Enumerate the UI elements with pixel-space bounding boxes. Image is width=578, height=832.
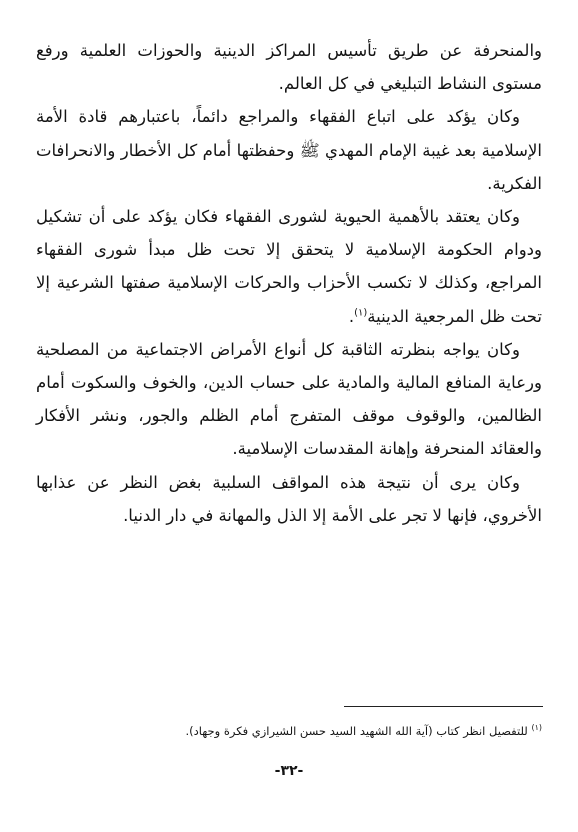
footnote-reference: (١) (354, 307, 368, 319)
footnote-mark: (١) (531, 723, 542, 733)
paragraph-2-text: وكان يؤكد على اتباع الفقهاء والمراجع دائماً، باعتبارهم قادة الأمة الإسلامية بعد غيبة الإمام المهدي ﷺ وحفظتها أمام كل الأخطار والانحرافات الفكرية. (36, 107, 542, 193)
footnote (42, 722, 542, 740)
paragraph-3-text: وكان يعتقد بالأهمية الحيوية لشورى الفقهاء فكان يؤكد على أن تشكيل ودوام الحكومة الإسلامية لا يتحقق إلا تحت ظل مبدأ شورى الفقهاء المراجع، وكذلك لا تكسب الأحزاب والحركات الإسلامية صفتها الشرعية إلا تحت ظل المرجعية الدينية (36, 207, 542, 326)
paragraph-5-text: وكان يرى أن نتيجة هذه المواقف السلبية بغض النظر عن عذابها الأخروي، فإنها لا تجر على الأمة إلا الذل والمهانة في دار الدنيا. (36, 472, 542, 525)
paragraph-2 (36, 100, 542, 200)
main-text (36, 34, 542, 532)
paragraph-3 (36, 200, 542, 333)
footnote-separator (344, 706, 543, 707)
paragraph-4 (36, 333, 542, 466)
paragraph-1-text: والمنحرفة عن طريق تأسيس المراكز الدينية والحوزات العلمية ورفع مستوى النشاط التبليغي في كل العالم. (36, 41, 542, 94)
page-number: -٣٢- (274, 763, 304, 779)
paragraph-5 (36, 466, 542, 532)
footnote-text: للتفصيل انظر كتاب (آية الله الشهيد السيد حسن الشيرازي فكرة وجهاد). (185, 724, 528, 738)
paragraph-3-tail: . (348, 306, 355, 326)
paragraph-4-text: وكان يواجه بنظرته الثاقبة كل أنواع الأمراض الاجتماعية من المصلحية ورعاية المنافع المالية والمادية على حساب الدين، والخوف والسكوت أمام الظالمين، والوقوف موقف المتفرج أمام الظلم والجور، ونشر الأفكار والعقائد المنحرفة وإهانة المقدسات الإسلامية. (36, 339, 542, 459)
paragraph-1 (36, 34, 542, 100)
